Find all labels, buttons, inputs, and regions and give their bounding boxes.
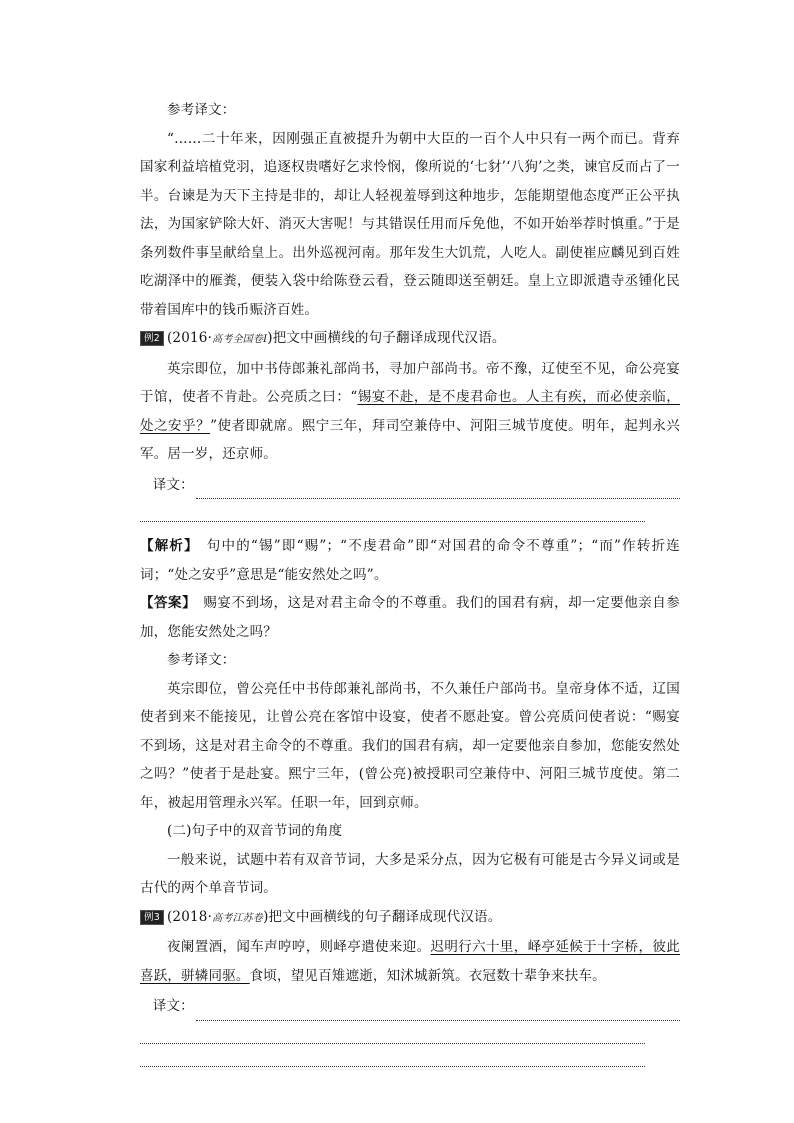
example-2-badge: 例2 [140, 331, 164, 346]
answer-blank[interactable] [140, 1044, 645, 1067]
answer-blank[interactable] [196, 482, 680, 499]
example-2-passage-after: ”使者即就席。熙宁三年，拜司空兼侍中、河阳三城节度使。明年，起判永兴军。居一岁，还京师。 [140, 417, 681, 462]
section-heading-disyllabic: (二)句子中的双音节词的角度 [167, 823, 343, 839]
reference-translation-text: “……二十年来，因刚强正直被提升为朝中大臣的一百个人中只有一两个而已。背弃国家利益培植党羽，追逐权贵嗜好乞求怜悯，像所说的‘七豺’‘八狗’之类，谏官反而占了一半。台谏是为天下主持是非的，却让人轻视羞辱到这种地步，怎能期望他态度严正公平执法，为国家铲除大奸、消灭大害呢！与其错误任用而斥免他，不如开始举荐时慎重。”于是条列数件事呈献给皇上。出外巡视河南。那年发生大饥荒，人吃人。副使崔应麟见到百姓吃湖泽中的雁粪，便装入袋中给陈登云看，登云随即送至朝廷。皇上立即派遣寺丞锺化民带着国库中的钱币赈济百姓。 [140, 130, 680, 318]
answer-blank[interactable] [196, 1004, 680, 1021]
example-2-source-open: (2016· [166, 330, 213, 346]
example-3-source-tag: 高考江苏卷 [212, 912, 264, 924]
example-3-source-close: ) [263, 908, 269, 925]
answer-key-text: 赐宴不到场，这是对君主命令的不尊重。我们的国君有病，却一定要他亲自参加，您能安然处之吗？ [140, 595, 680, 640]
example-3-source-open: (2018· [166, 908, 213, 925]
answer-blank[interactable] [140, 1021, 645, 1044]
example-2-passage [140, 355, 680, 469]
document-page [140, 96, 680, 1067]
example-3-passage [140, 933, 680, 990]
example-2-underlined-sentence: 锡宴不赴，是不虔君命也。人主有疾，而必使亲临，处之安乎？ [140, 389, 680, 434]
example-2-analysis [140, 532, 680, 589]
example-3-underlined-sentence: 迟明行六十里，峄亭延候于十字桥，彼此喜跃，骈辚同驱。 [140, 939, 680, 984]
analysis-label: 【解析】 [140, 538, 193, 554]
example-3-answer-label: 译文： [152, 998, 194, 1014]
example-3-answer-line [140, 992, 680, 1021]
reference-translation-label: 参考译文： [167, 102, 236, 118]
example-2-answer [140, 589, 680, 646]
example-2-prompt [140, 324, 680, 355]
example-2-source-tag: 高考全国卷Ⅰ [212, 334, 268, 345]
example-2-source-close: ) [267, 330, 273, 346]
example-2-passage-before: 英宗即位，加中书侍郎兼礼部尚书，寻加户部尚书。帝不豫，辽使至不见，命公亮宴于馆，使者不肯赴。公亮质之曰：“ [140, 360, 680, 405]
example-3-passage-before: 夜阑置酒，闻车声哼哼，则峄亭遣使来迎。 [167, 939, 431, 955]
example-2-answer-label: 译文： [152, 476, 194, 493]
example-2-instruction: 把文中画横线的句子翻译成现代汉语。 [272, 330, 506, 346]
example-2-answer-line [140, 471, 680, 500]
example-3-badge: 例3 [140, 910, 164, 925]
example-3-passage-after: 食顷，望见百雉遮逝，知沭城新筑。衣冠数十辈争来扶车。 [249, 967, 606, 984]
example-3-instruction: 把文中画横线的句子翻译成现代汉语。 [268, 908, 502, 925]
example-3-prompt [140, 903, 680, 934]
answer-key-label: 【答案】 [140, 595, 190, 611]
example-2-reference-label: 参考译文： [167, 652, 236, 668]
section-explanation: 一般来说，试题中若有双音节词，大多是采分点，因为它极有可能是古今异义词或是古代的两个单音节词。 [140, 851, 680, 896]
analysis-text: 句中的“锡”即“赐”；“不虔君命”即“对国君的命令不尊重”；“而”作转折连词；“处之安乎”意思是“能安然处之吗”。 [140, 538, 680, 583]
example-2-reference-text: 英宗即位，曾公亮任中书侍郎兼礼部尚书，不久兼任户部尚书。皇帝身体不适，辽国使者到来不能接见，让曾公亮在客馆中设宴，使者不愿赴宴。曾公亮质问使者说：“赐宴不到场，这是对君主命令的不尊重。我们的国君有病，却一定要他亲自参加，您能安然处之吗？”使者于是赴宴。熙宁三年，(曾公亮)被授职司空兼侍中、河阳三城节度使。第二年，被起用管理永兴军。任职一年，回到京师。 [140, 680, 680, 811]
answer-blank[interactable] [140, 499, 645, 522]
